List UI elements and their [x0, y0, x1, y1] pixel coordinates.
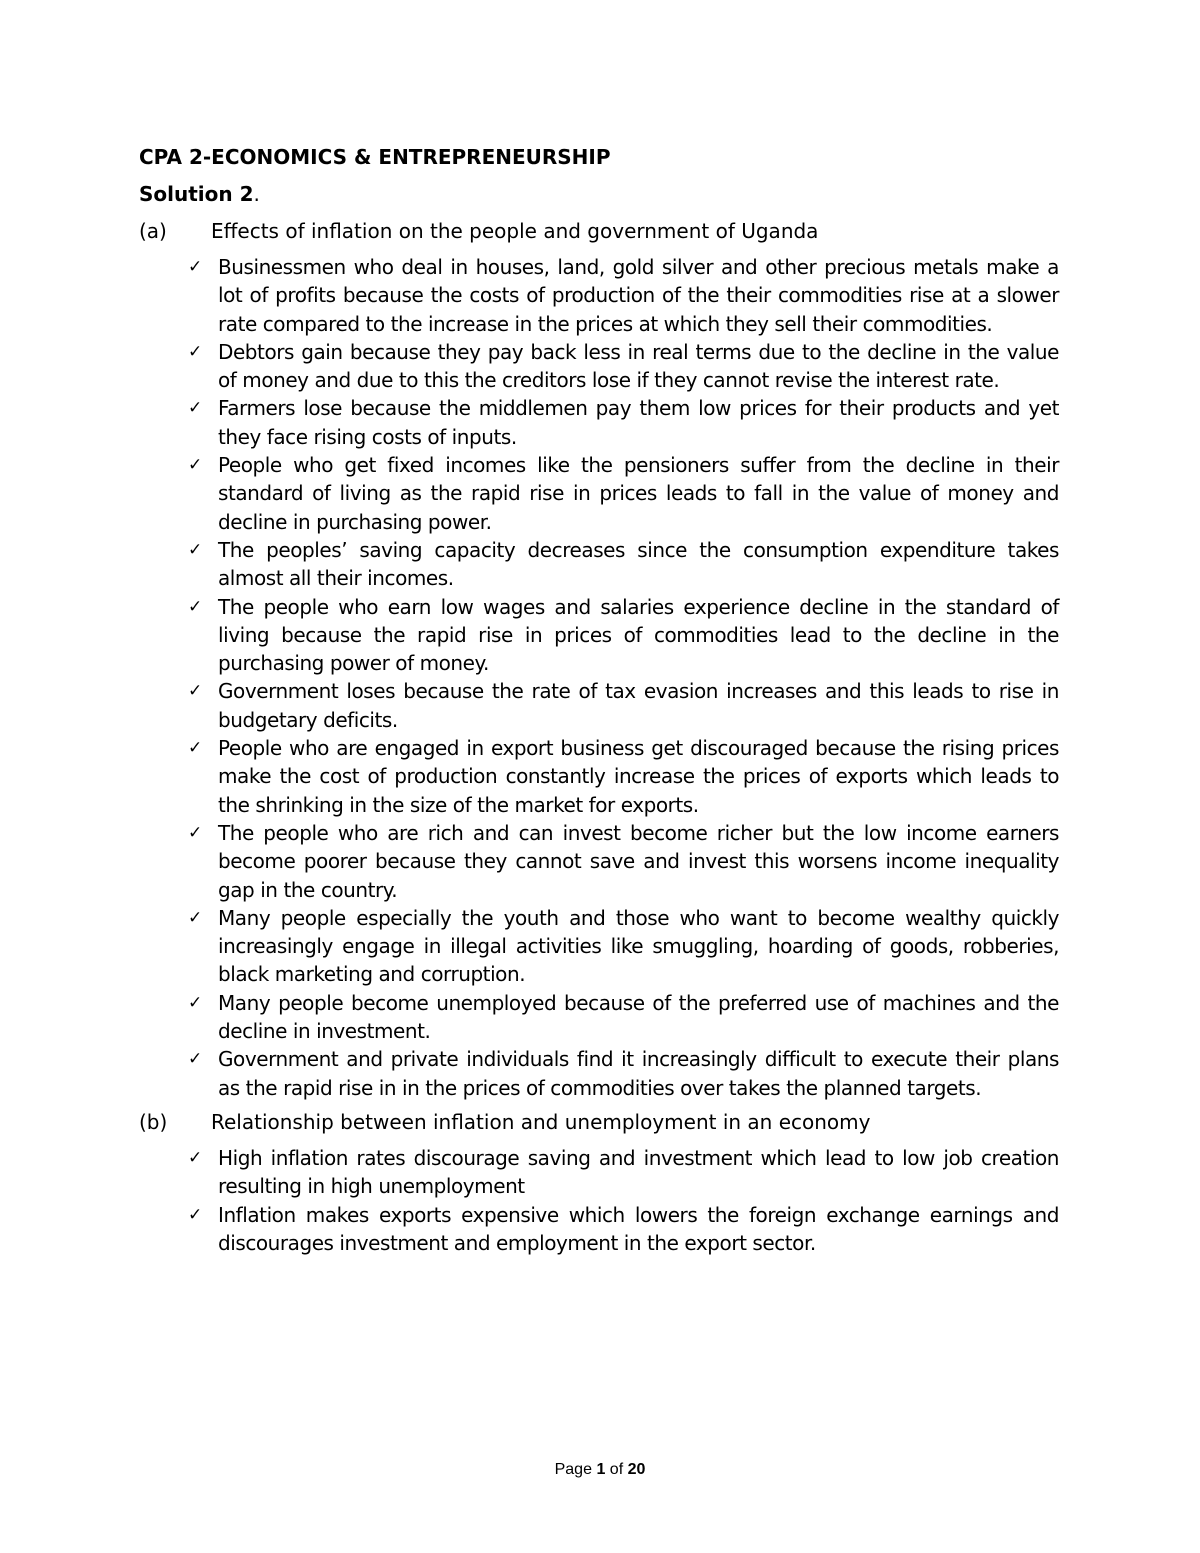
footer-total-pages: 20: [627, 1461, 646, 1478]
list-item: [187, 904, 1059, 989]
check-mark-icon: ✓: [188, 681, 202, 702]
part-a-label: (a): [139, 219, 167, 243]
list-item: [187, 1045, 1059, 1102]
list-item: [187, 1201, 1059, 1258]
part-b-list: [139, 1144, 1059, 1257]
list-item: [187, 677, 1059, 734]
part-a-heading: [139, 217, 1059, 245]
list-item: [187, 253, 1059, 338]
list-item-text: Many people especially the youth and those who want to become wealthy quickly increasingly engage in illegal activities like smuggling, hoarding of goods, robberies, black marketing and corruption.: [218, 905, 1059, 987]
check-mark-icon: ✓: [188, 1204, 202, 1225]
list-item-text: Inflation makes exports expensive which lowers the foreign exchange earnings and discourages investment and employment in the export sector.: [218, 1202, 1059, 1255]
check-mark-icon: ✓: [188, 1049, 202, 1070]
part-b-heading-text: Relationship between inflation and unemployment in an economy: [211, 1109, 871, 1134]
check-mark-icon: ✓: [188, 398, 202, 419]
check-mark-icon: ✓: [188, 992, 202, 1013]
list-item-text: Debtors gain because they pay back less in real terms due to the decline in the value of money and due to this the creditors lose if they cannot revise the interest rate.: [218, 339, 1059, 393]
list-item-text: Many people become unemployed because of the preferred use of machines and the decline in investment.: [218, 990, 1059, 1044]
list-item-text: The peoples’ saving capacity decreases since the consumption expenditure takes almost all their incomes.: [218, 537, 1059, 591]
footer-page-word: Page: [554, 1461, 592, 1478]
footer-current-page: 1: [596, 1461, 606, 1478]
check-mark-icon: ✓: [188, 596, 202, 617]
list-item-text: The people who earn low wages and salaries experience decline in the standard of living because the rapid rise in prices of commodities lead to the decline in the purchasing power of money.: [218, 594, 1059, 676]
solution-suffix: .: [253, 182, 260, 206]
solution-label: Solution 2: [139, 182, 254, 206]
list-item: [187, 819, 1059, 904]
footer-of-word: of: [609, 1461, 624, 1478]
check-mark-icon: ✓: [188, 738, 202, 759]
list-item-text: High inflation rates discourage saving and investment which lead to low job creation resulting in high unemployment: [218, 1145, 1059, 1199]
list-item-text: Businessmen who deal in houses, land, gold silver and other precious metals make a lot of profits because the costs of production of the their commodities rise at a slower rate compared to the increase in the prices at which they sell their commodities.: [218, 255, 1059, 336]
list-item: [187, 989, 1059, 1046]
part-b-heading: [139, 1108, 1059, 1136]
list-item-text: People who are engaged in export business get discouraged because the rising prices make the cost of production constantly increase the prices of exports which leads to the shrinking in the size of the market for exports.: [218, 736, 1059, 817]
list-item: [187, 593, 1059, 678]
part-a-heading-text: Effects of inflation on the people and government of Uganda: [211, 219, 819, 243]
list-item: [187, 734, 1059, 819]
check-mark-icon: ✓: [188, 822, 202, 843]
list-item-text: Farmers lose because the middlemen pay them low prices for their products and yet they face rising costs of inputs.: [218, 396, 1059, 449]
check-mark-icon: ✓: [188, 539, 202, 560]
check-mark-icon: ✓: [188, 455, 202, 476]
part-b-label: (b): [139, 1109, 168, 1134]
page-footer: [0, 1459, 1200, 1481]
list-item: [187, 1144, 1059, 1201]
list-item: [187, 394, 1059, 451]
check-mark-icon: ✓: [188, 257, 202, 277]
list-item: [187, 536, 1059, 593]
list-item: [187, 338, 1059, 395]
list-item-text: Government and private individuals find it increasingly difficult to execute their plans as the rapid rise in in the prices of commodities over takes the planned targets.: [218, 1047, 1059, 1100]
check-mark-icon: ✓: [188, 907, 202, 928]
list-item-text: The people who are rich and can invest become richer but the low income earners become poorer because they cannot save and invest this worsens income inequality gap in the country.: [218, 820, 1059, 902]
check-mark-icon: ✓: [188, 341, 202, 362]
solution-heading: [139, 180, 1059, 208]
list-item-text: People who get fixed incomes like the pensioners suffer from the decline in their standard of living as the rapid rise in prices leads to fall in the value of money and decline in purchasing power.: [218, 453, 1059, 534]
list-item: [187, 451, 1059, 536]
part-a-list: [139, 253, 1059, 1102]
check-mark-icon: ✓: [188, 1147, 202, 1168]
document-body: [139, 143, 1059, 1263]
list-item-text: Government loses because the rate of tax evasion increases and this leads to rise in budgetary deficits.: [218, 679, 1059, 732]
document-title: CPA 2-ECONOMICS & ENTREPRENEURSHIP: [139, 145, 611, 169]
